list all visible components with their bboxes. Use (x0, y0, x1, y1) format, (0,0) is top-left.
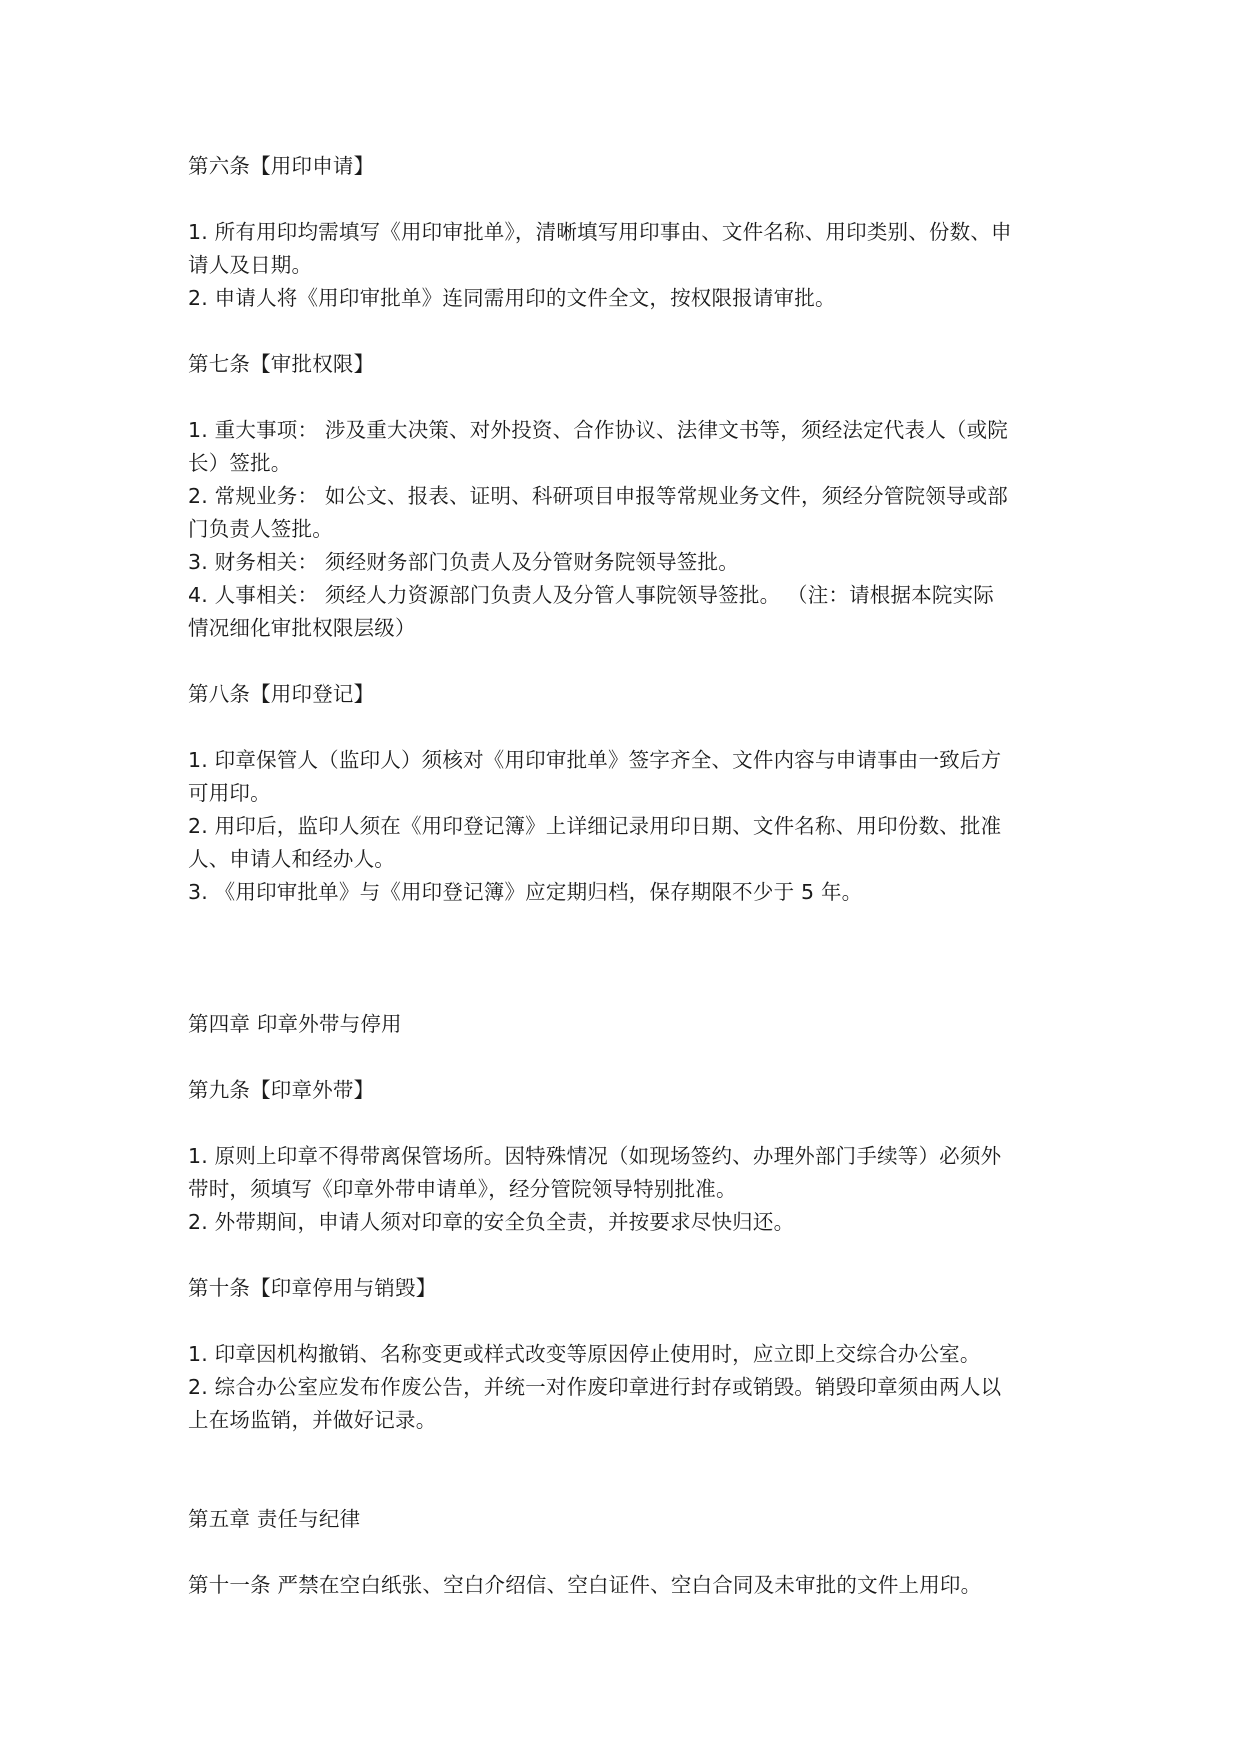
chapter-4-title: 第四章 印章外带与停用 (188, 1012, 402, 1036)
article-7-title: 第七条【审批权限】 (188, 352, 375, 376)
article-8-title: 第八条【用印登记】 (188, 682, 375, 706)
article-7-item-4-line-1: 4. 人事相关： 须经人力资源部门负责人及分管人事院领导签批。 （注：请根据本院实际 (188, 583, 995, 607)
article-11-text: 第十一条 严禁在空白纸张、空白介绍信、空白证件、空白合同及未审批的文件上用印。 (188, 1573, 982, 1597)
article-6-item-1-line-1: 1. 所有用印均需填写《用印审批单》，清晰填写用印事由、文件名称、用印类别、份数、申 (188, 220, 1012, 244)
article-8-item-3: 3. 《用印审批单》与《用印登记簿》应定期归档，保存期限不少于 5 年。 (188, 880, 863, 904)
article-7-item-3: 3. 财务相关： 须经财务部门负责人及分管财务院领导签批。 (188, 550, 739, 574)
article-7-item-2-line-2: 门负责人签批。 (188, 517, 333, 541)
article-10-title: 第十条【印章停用与销毁】 (188, 1276, 437, 1300)
article-8-item-1-line-1: 1. 印章保管人（监印人）须核对《用印审批单》签字齐全、文件内容与申请事由一致后方 (188, 748, 1002, 772)
article-8-item-2-line-2: 人、申请人和经办人。 (188, 847, 395, 871)
chapter-5-title: 第五章 责任与纪律 (188, 1507, 361, 1531)
article-8-item-1-line-2: 可用印。 (188, 781, 271, 805)
article-6-item-1-line-2: 请人及日期。 (188, 253, 313, 277)
article-9-item-1-line-1: 1. 原则上印章不得带离保管场所。因特殊情况（如现场签约、办理外部门手续等）必须外 (188, 1144, 1002, 1168)
article-8-item-2-line-1: 2. 用印后，监印人须在《用印登记簿》上详细记录用印日期、文件名称、用印份数、批准 (188, 814, 1002, 838)
article-6-title: 第六条【用印申请】 (188, 154, 375, 178)
article-9-item-2: 2. 外带期间，申请人须对印章的安全负全责，并按要求尽快归还。 (188, 1210, 795, 1234)
article-7-item-2-line-1: 2. 常规业务： 如公文、报表、证明、科研项目申报等常规业务文件，须经分管院领导或部 (188, 484, 1008, 508)
article-9-item-1-line-2: 带时，须填写《印章外带申请单》，经分管院领导特别批准。 (188, 1177, 737, 1201)
article-9-title: 第九条【印章外带】 (188, 1078, 375, 1102)
article-7-item-1-line-2: 长）签批。 (188, 451, 292, 475)
document-body (188, 150, 1054, 1602)
article-7-item-1-line-1: 1. 重大事项： 涉及重大决策、对外投资、合作协议、法律文书等，须经法定代表人（或院 (188, 418, 1008, 442)
article-10-item-1: 1. 印章因机构撤销、名称变更或样式改变等原因停止使用时，应立即上交综合办公室。 (188, 1342, 981, 1366)
article-10-item-2-line-2: 上在场监销，并做好记录。 (188, 1408, 437, 1432)
article-10-item-2-line-1: 2. 综合办公室应发布作废公告，并统一对作废印章进行封存或销毁。销毁印章须由两人以 (188, 1375, 1002, 1399)
article-6-item-2: 2. 申请人将《用印审批单》连同需用印的文件全文，按权限报请审批。 (188, 286, 836, 310)
article-7-item-4-line-2: 情况细化审批权限层级） (188, 616, 416, 640)
